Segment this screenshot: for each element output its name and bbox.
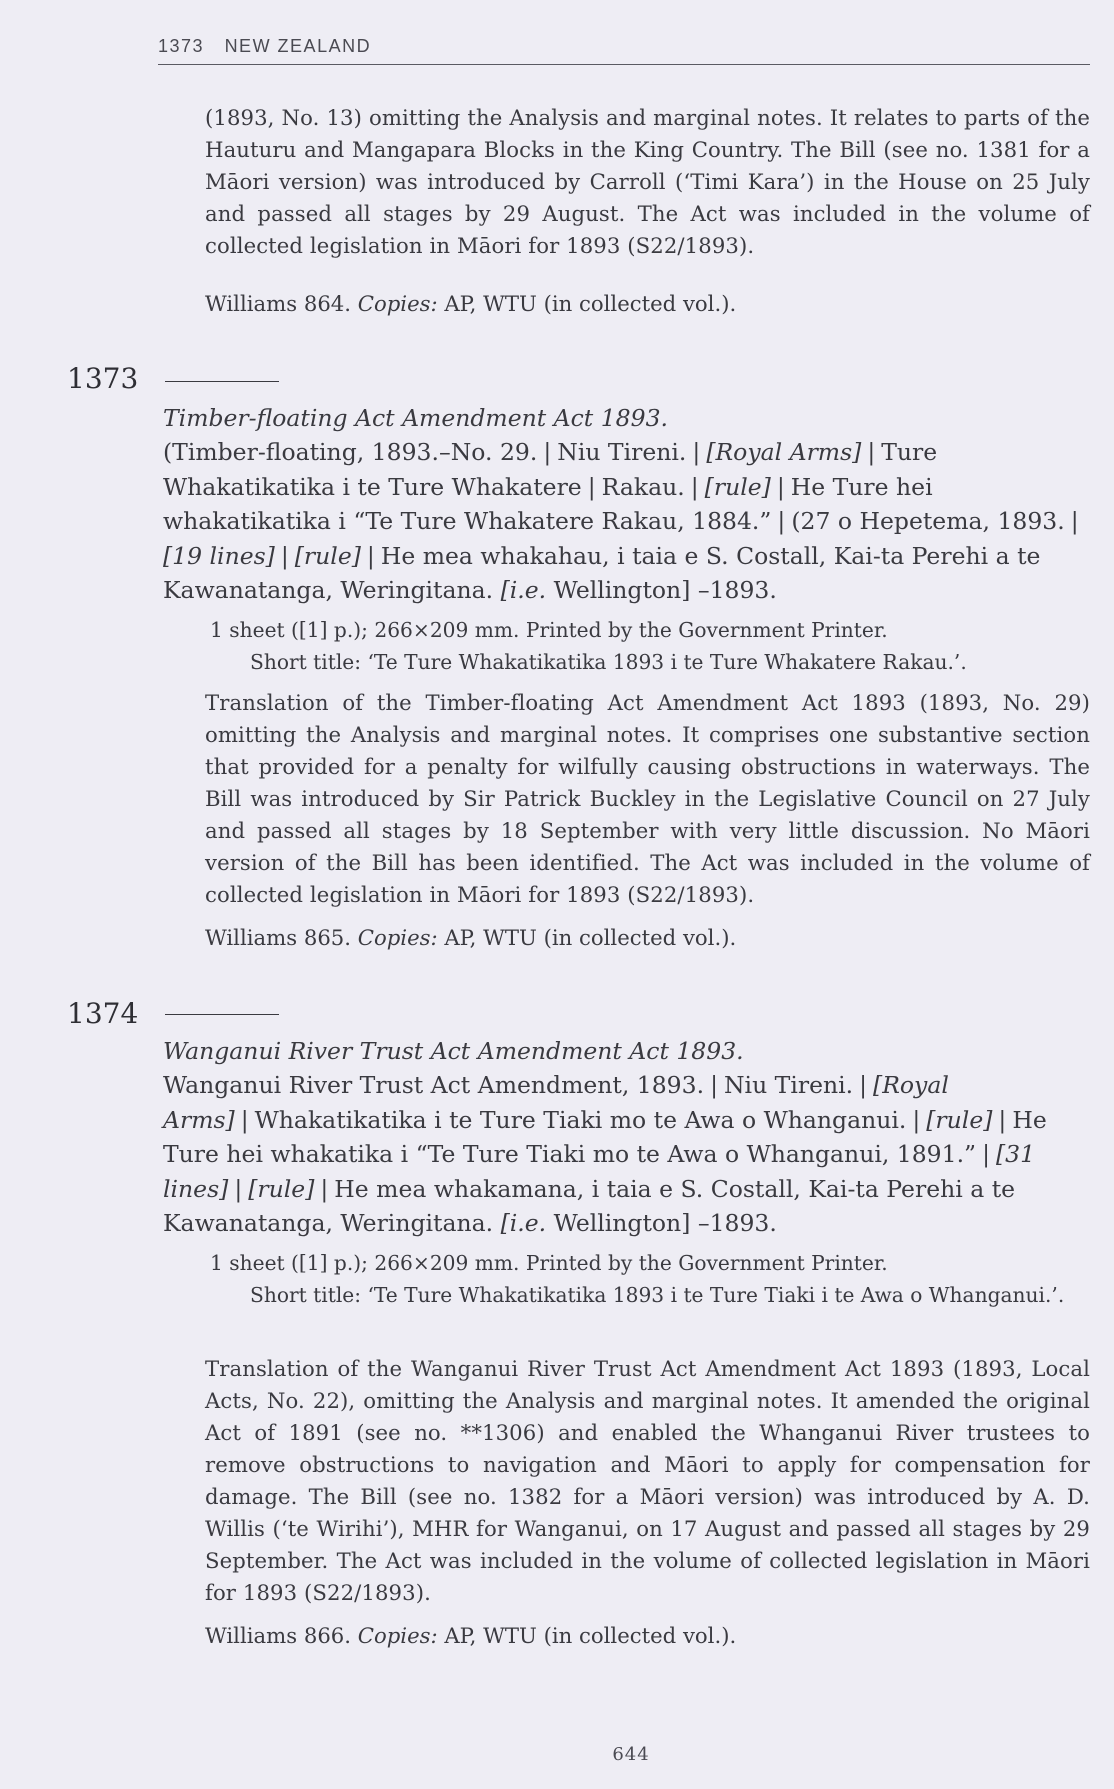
short-title: Short title: ‘Te Ture Whakatikatika 1893 i te Ture Whakatere Rakau.’. bbox=[250, 650, 967, 674]
transcription-part: [Royal Arms] bbox=[706, 438, 862, 466]
transcription-part: [rule] bbox=[704, 472, 771, 501]
transcription-part: He mea whakamana, i taia e S. Costall, Kai-ta Perehi a te Kawanatanga, Weringitana. bbox=[163, 1174, 1016, 1237]
transcription-part: Rakau. bbox=[601, 472, 685, 501]
transcription-part: [31 lines] bbox=[163, 1140, 1036, 1203]
entry-notes: Translation of the Wanganui River Trust Act Amendment Act 1893 (1893, Local Acts, No. 22), omitting the Analysis and marginal notes. It amended the original Act of 1891 (see no. **1306) and enabled the Whanganui River trustees to remove obstructions to navigation and Māori to apply for compensation for damage. The Bill (see no. 1382 for a Māori version) was introduced by A. D. Willis (‘te Wirihi’), MHR for Wanganui, on 17 August and passed all stages by 29 September. The Act was included in the volume of collected legislation in Māori for 1893 (S22/1893). bbox=[205, 1356, 1090, 1605]
transcription-part: (Timber-floating, 1893.–No. 29. bbox=[163, 438, 538, 466]
entry-title: Timber-floating Act Amendment Act 1893. bbox=[163, 404, 668, 432]
title-transcription: Wanganui River Trust Act Amendment, 1893. | Niu Tireni. | [Royal Arms] | Whakatikatika i te Ture Tiaki mo te Awa o Whanganui. | [rule] | He Ture hei whakatika i “Te Ture Tiaki mo te Awa o Whanganui, 1891.” | [31 lines] | [rule] | He mea whakamana, i taia e S. Costall, Kai-ta Perehi a te Kawanatanga, Weringitana. [i.e. Wellington] –1893. bbox=[163, 1071, 1047, 1237]
transcription-part: He Ture hei whakatika i “Te Ture Tiaki mo te Awa o Whanganui, 1891.” bbox=[163, 1105, 1047, 1168]
entry-rule bbox=[165, 381, 279, 382]
transcription-part: [i.e. bbox=[500, 576, 547, 604]
continued-entry-ref bbox=[205, 288, 736, 320]
physical-description: 1 sheet ([1] p.); 266×209 mm. Printed by the Government Printer. bbox=[210, 618, 888, 642]
transcription-part: He mea whakahau, i taia e S. Costall, Kai-ta Perehi a te Kawanatanga, Weringitana. bbox=[163, 541, 1041, 604]
transcription-part: [rule] bbox=[294, 541, 361, 570]
entry-number: 1373 bbox=[67, 362, 139, 395]
ref-text: Williams 865. bbox=[205, 925, 352, 950]
transcription-part: (27 o Hepetema, 1893. bbox=[791, 507, 1065, 535]
transcription-part: [Royal Arms] bbox=[163, 1071, 949, 1134]
entry-notes: Translation of the Timber-floating Act Amendment Act 1893 (1893, No. 29) omitting the Analysis and marginal notes. It comprises one substantive section that provided for a penalty for wilfully causing obstructions in waterways. The Bill was introduced by Sir Patrick Buckley in the Legislative Council on 27 July and passed all stages by 18 September with very little discussion. No Māori version of the Bill has been identified. The Act was included in the volume of collected legislation in Māori for 1893 (S22/1893). bbox=[205, 690, 1090, 907]
transcription-part: [rule] bbox=[248, 1174, 315, 1203]
copies-label: Copies: bbox=[357, 925, 438, 950]
running-head-title: NEW ZEALAND bbox=[224, 36, 372, 56]
transcription-part: [19 lines] bbox=[163, 541, 275, 570]
continued-entry-notes: (1893, No. 13) omitting the Analysis and marginal notes. It relates to parts of the Hauturu and Mangapara Blocks in the King Country. The Bill (see no. 1381 for a Māori version) was introduced by Carroll (‘Timi Kara’) in the House on 25 July and passed all stages by 29 August. The Act was included in the volume of collected legislation in Māori for 1893 (S22/1893). bbox=[205, 105, 1090, 258]
copies-text: AP, WTU (in collected vol.). bbox=[444, 1623, 737, 1648]
transcription-part: Wellington] –1893. bbox=[553, 576, 777, 604]
transcription-part: Wanganui River Trust Act Amendment, 1893. bbox=[163, 1071, 705, 1099]
running-head-page: 1373 bbox=[158, 36, 205, 56]
running-head bbox=[158, 36, 1090, 65]
entry-ref bbox=[205, 1620, 736, 1652]
physical-description: 1 sheet ([1] p.); 266×209 mm. Printed by the Government Printer. bbox=[210, 1251, 888, 1275]
entry-title: Wanganui River Trust Act Amendment Act 1893. bbox=[163, 1037, 744, 1065]
short-title: Short title: ‘Te Ture Whakatikatika 1893 i te Ture Tiaki i te Awa o Whanganui.’. bbox=[250, 1283, 1065, 1307]
entry-ref bbox=[205, 922, 736, 954]
copies-text: AP, WTU (in collected vol.). bbox=[444, 925, 737, 950]
transcription-part: Wellington] –1893. bbox=[553, 1209, 777, 1237]
copies-label: Copies: bbox=[357, 291, 438, 316]
copies-label: Copies: bbox=[357, 1623, 438, 1648]
page-number: 644 bbox=[612, 1744, 650, 1765]
transcription-part: Whakatikatika i te Ture Tiaki mo te Awa o Whanganui. bbox=[254, 1105, 907, 1134]
copies-text: AP, WTU (in collected vol.). bbox=[444, 291, 737, 316]
transcription-part: Ture Whakatikatika i te Ture Whakatere bbox=[163, 438, 938, 501]
title-transcription: (Timber-floating, 1893.–No. 29. | Niu Tireni. | [Royal Arms] | Ture Whakatikatika i te Ture Whakatere | Rakau. | [rule] | He Ture hei whakatikatika i “Te Ture Whakatere Rakau, 1884.” | (27 o Hepetema, 1893. |[19 lines] | [rule] | He mea whakahau, i taia e S. Costall, Kai-ta Perehi a te Kawanatanga, Weringitana. [i.e. Wellington] –1893. bbox=[163, 438, 1079, 604]
transcription-part: Niu Tireni. bbox=[557, 438, 687, 466]
ref-text: Williams 864. bbox=[205, 291, 352, 316]
entry-rule bbox=[165, 1014, 279, 1015]
transcription-part: [i.e. bbox=[500, 1209, 547, 1237]
transcription-part: Niu Tireni. bbox=[723, 1071, 854, 1099]
transcription-part: He Ture hei whakatikatika i “Te Ture Whakatere Rakau, 1884.” bbox=[163, 472, 933, 535]
ref-text: Williams 866. bbox=[205, 1623, 352, 1648]
transcription-part: [rule] bbox=[926, 1105, 993, 1134]
entry-number: 1374 bbox=[67, 997, 139, 1030]
